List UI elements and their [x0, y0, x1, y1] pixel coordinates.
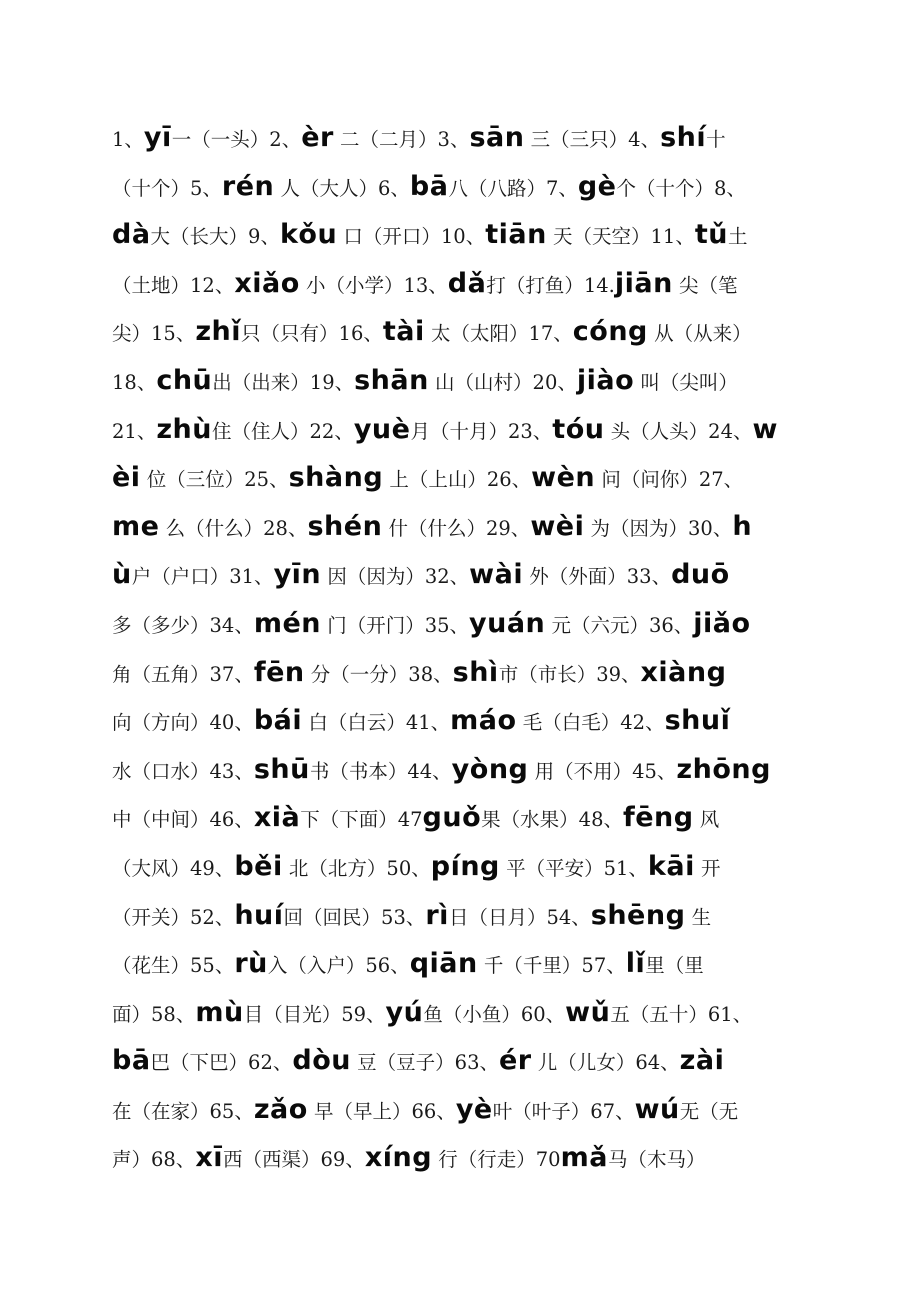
- hanzi-text: 果（水果）48、: [481, 808, 623, 832]
- hanzi-text: 为（因为）30、: [584, 516, 733, 540]
- hanzi-text: （花生）55、: [112, 954, 235, 978]
- hanzi-text: 一（一头）2、: [171, 128, 302, 151]
- hanzi-text: 打（打鱼）14.: [486, 273, 615, 297]
- hanzi-text: 户（户口）31、: [131, 565, 274, 589]
- hanzi-text: 入（入户）56、: [267, 954, 410, 978]
- hanzi-text: 白（白云）41、: [302, 711, 451, 735]
- hanzi-text: 二（二月）3、: [333, 128, 470, 151]
- hanzi-text: 马（木马）: [607, 1148, 706, 1172]
- hanzi-text: 三（三只）4、: [524, 128, 661, 151]
- hanzi-text: 平（平安）51、: [499, 856, 648, 880]
- text-line: [112, 940, 812, 989]
- pinyin-word: bái: [253, 705, 303, 737]
- pinyin-word: dà: [112, 219, 151, 251]
- hanzi-text: 早（早上）66、: [307, 1099, 456, 1123]
- pinyin-word: fēng: [622, 802, 694, 834]
- pinyin-word: tài: [382, 316, 425, 348]
- pinyin-word: rù: [234, 948, 268, 980]
- hanzi-text: 问（问你）27、: [595, 468, 744, 492]
- hanzi-text: 风: [693, 808, 720, 832]
- hanzi-text: 么（什么）28、: [159, 516, 308, 540]
- hanzi-text: 门（开门）35、: [321, 613, 470, 637]
- hanzi-text: 里（里: [645, 954, 704, 978]
- hanzi-text: 八（八路）7、: [448, 176, 578, 200]
- pinyin-word: shū: [253, 753, 310, 785]
- pinyin-word: shí: [660, 122, 707, 153]
- hanzi-text: 五（五十）61、: [610, 1002, 753, 1026]
- pinyin-word: jiān: [614, 267, 673, 299]
- pinyin-word: yuè: [353, 413, 411, 445]
- pinyin-word: huí: [234, 899, 284, 931]
- pinyin-word: èi: [112, 462, 141, 494]
- pinyin-word: kāi: [647, 850, 695, 882]
- pinyin-word: wài: [469, 559, 524, 591]
- pinyin-word: máo: [450, 705, 517, 737]
- pinyin-word: yī: [143, 122, 172, 153]
- pinyin-word: yuán: [469, 607, 546, 639]
- hanzi-text: 西（西渠）69、: [223, 1148, 365, 1172]
- pinyin-word: jiào: [576, 364, 635, 396]
- hanzi-text: 声）68、: [112, 1148, 196, 1172]
- hanzi-text: 人（大人）6、: [274, 176, 410, 200]
- hanzi-text: 元（六元）36、: [545, 613, 694, 637]
- text-line: [112, 600, 812, 649]
- hanzi-text: 上（上山）26、: [383, 468, 532, 492]
- pinyin-word: guǒ: [422, 802, 482, 834]
- text-line: [112, 114, 812, 163]
- hanzi-text: 天（天空）11、: [546, 225, 695, 249]
- pinyin-word: h: [732, 510, 753, 542]
- pinyin-word: xiàng: [640, 656, 727, 688]
- hanzi-text: 从（从来）: [647, 322, 752, 346]
- pinyin-word: mén: [253, 607, 321, 639]
- text-line: [112, 163, 812, 212]
- pinyin-word: xíng: [364, 1142, 433, 1174]
- pinyin-word: mǎ: [560, 1142, 608, 1174]
- pinyin-word: běi: [234, 850, 283, 882]
- text-line: [112, 794, 812, 843]
- pinyin-word: píng: [430, 850, 500, 882]
- hanzi-text: 位（三位）25、: [140, 468, 289, 492]
- hanzi-text: 多（多少）34、: [112, 613, 254, 637]
- text-line: [112, 551, 812, 600]
- pinyin-word: qiān: [409, 948, 478, 980]
- pinyin-word: jiǎo: [693, 607, 751, 639]
- hanzi-text: 出（出来）19、: [212, 370, 355, 394]
- text-line: [112, 1134, 812, 1183]
- hanzi-text: 面）58、: [112, 1002, 196, 1026]
- text-line: [112, 211, 812, 260]
- hanzi-text: 向（方向）40、: [112, 711, 254, 735]
- hanzi-text: （十个）5、: [112, 176, 222, 200]
- hanzi-text: 小（小学）13、: [299, 273, 448, 297]
- pinyin-word: chū: [156, 364, 213, 396]
- hanzi-text: 在（在家）65、: [112, 1099, 254, 1123]
- hanzi-text: 尖）15、: [112, 322, 196, 346]
- pinyin-word: lǐ: [625, 948, 646, 980]
- hanzi-text: 口（开口）10、: [337, 225, 486, 249]
- pinyin-word: wǔ: [565, 996, 611, 1028]
- hanzi-text: （开关）52、: [112, 905, 235, 929]
- hanzi-text: 水（口水）43、: [112, 759, 254, 783]
- hanzi-text: 21、: [112, 419, 157, 443]
- text-line: [112, 649, 812, 698]
- hanzi-text: 目（目光）59、: [243, 1002, 386, 1026]
- pinyin-word: zhōng: [676, 753, 771, 785]
- hanzi-text: 外（外面）33、: [523, 565, 672, 589]
- pinyin-word: rén: [221, 170, 275, 202]
- vocabulary-list: [112, 114, 812, 1183]
- pinyin-word: wèn: [531, 462, 596, 494]
- hanzi-text: 下（下面）47: [300, 808, 423, 832]
- pinyin-word: sān: [469, 122, 525, 153]
- hanzi-text: 土: [727, 225, 748, 249]
- pinyin-word: kǒu: [279, 219, 338, 251]
- text-line: [112, 454, 812, 503]
- hanzi-text: 叫（尖叫）: [634, 370, 738, 394]
- hanzi-text: 住（住人）22、: [212, 419, 354, 443]
- pinyin-word: gè: [577, 170, 617, 202]
- pinyin-word: tiān: [485, 219, 547, 251]
- pinyin-word: dǎ: [447, 267, 487, 299]
- hanzi-text: 行（行走）70: [432, 1148, 561, 1172]
- hanzi-text: 巴（下巴）62、: [150, 1051, 293, 1075]
- pinyin-word: wèi: [530, 510, 585, 542]
- pinyin-word: zhù: [156, 413, 212, 445]
- hanzi-text: 用（不用）45、: [528, 759, 677, 783]
- hanzi-text: 鱼（小鱼）60、: [423, 1002, 566, 1026]
- pinyin-word: shuǐ: [664, 705, 731, 737]
- hanzi-text: 月（十月）23、: [410, 419, 553, 443]
- hanzi-text: 北（北方）50、: [282, 856, 431, 880]
- hanzi-text: 山（山村）20、: [428, 370, 577, 394]
- pinyin-word: zài: [679, 1045, 725, 1077]
- pinyin-word: mù: [195, 996, 244, 1028]
- pinyin-word: yòng: [451, 753, 529, 785]
- pinyin-word: ù: [112, 559, 132, 591]
- text-line: [112, 260, 812, 309]
- pinyin-word: cóng: [572, 316, 648, 348]
- pinyin-word: yè: [455, 1093, 493, 1125]
- pinyin-word: yīn: [273, 559, 322, 591]
- hanzi-text: 市（市长）39、: [498, 662, 641, 686]
- hanzi-text: 角（五角）37、: [112, 662, 254, 686]
- text-line: [112, 308, 812, 357]
- hanzi-text: 叶（叶子）67、: [492, 1099, 635, 1123]
- pinyin-word: zǎo: [253, 1093, 308, 1125]
- text-line: [112, 406, 812, 455]
- pinyin-word: shén: [307, 510, 383, 542]
- pinyin-word: tóu: [552, 413, 605, 445]
- hanzi-text: 回（回民）53、: [283, 905, 426, 929]
- text-line: [112, 1037, 812, 1086]
- hanzi-text: 十: [706, 128, 726, 151]
- hanzi-text: 分（一分）38、: [304, 662, 453, 686]
- hanzi-text: 开: [694, 856, 721, 880]
- hanzi-text: （土地）12、: [112, 273, 235, 297]
- pinyin-word: me: [112, 510, 160, 542]
- pinyin-word: w: [752, 413, 778, 445]
- pinyin-word: shēng: [590, 899, 686, 931]
- hanzi-text: 因（因为）32、: [321, 565, 470, 589]
- pinyin-word: xià: [253, 802, 301, 834]
- pinyin-word: tǔ: [694, 219, 728, 251]
- hanzi-text: （大风）49、: [112, 856, 235, 880]
- pinyin-word: ér: [499, 1045, 532, 1077]
- hanzi-text: 大（长大）9、: [150, 225, 280, 249]
- pinyin-word: rì: [425, 899, 449, 931]
- pinyin-word: duō: [671, 559, 730, 591]
- hanzi-text: 豆（豆子）63、: [350, 1051, 499, 1075]
- hanzi-text: 毛（白毛）42、: [516, 711, 665, 735]
- hanzi-text: 儿（儿女）64、: [531, 1051, 680, 1075]
- pinyin-word: xī: [195, 1142, 223, 1174]
- hanzi-text: 书（书本）44、: [309, 759, 452, 783]
- pinyin-word: xiǎo: [234, 267, 300, 299]
- pinyin-word: dòu: [292, 1045, 351, 1077]
- hanzi-text: 太（太阳）17、: [424, 322, 573, 346]
- hanzi-text: 千（千里）57、: [477, 954, 626, 978]
- hanzi-text: 头（人头）24、: [604, 419, 753, 443]
- pinyin-word: bā: [409, 170, 449, 202]
- text-line: [112, 746, 812, 795]
- text-line: [112, 1086, 812, 1135]
- hanzi-text: 个（十个）8、: [616, 176, 746, 200]
- hanzi-text: 18、: [112, 370, 157, 394]
- pinyin-word: bā: [112, 1045, 151, 1077]
- pinyin-word: shàng: [288, 462, 384, 494]
- pinyin-word: shān: [354, 364, 429, 396]
- hanzi-text: 生: [685, 905, 712, 929]
- hanzi-text: 尖（笔: [672, 273, 738, 297]
- pinyin-word: wú: [634, 1093, 680, 1125]
- pinyin-word: fēn: [253, 656, 305, 688]
- hanzi-text: 只（只有）16、: [241, 322, 383, 346]
- pinyin-word: èr: [301, 122, 334, 153]
- hanzi-text: 日（日月）54、: [448, 905, 591, 929]
- text-line: [112, 357, 812, 406]
- text-line: [112, 989, 812, 1038]
- pinyin-word: zhǐ: [195, 316, 242, 348]
- pinyin-word: yú: [385, 996, 424, 1028]
- text-line: [112, 843, 812, 892]
- text-line: [112, 503, 812, 552]
- hanzi-text: 1、: [112, 128, 144, 151]
- text-line: [112, 892, 812, 941]
- hanzi-text: 无（无: [679, 1099, 739, 1123]
- hanzi-text: 中（中间）46、: [112, 808, 254, 832]
- hanzi-text: 什（什么）29、: [382, 516, 531, 540]
- text-line: [112, 697, 812, 746]
- pinyin-word: shì: [452, 656, 499, 688]
